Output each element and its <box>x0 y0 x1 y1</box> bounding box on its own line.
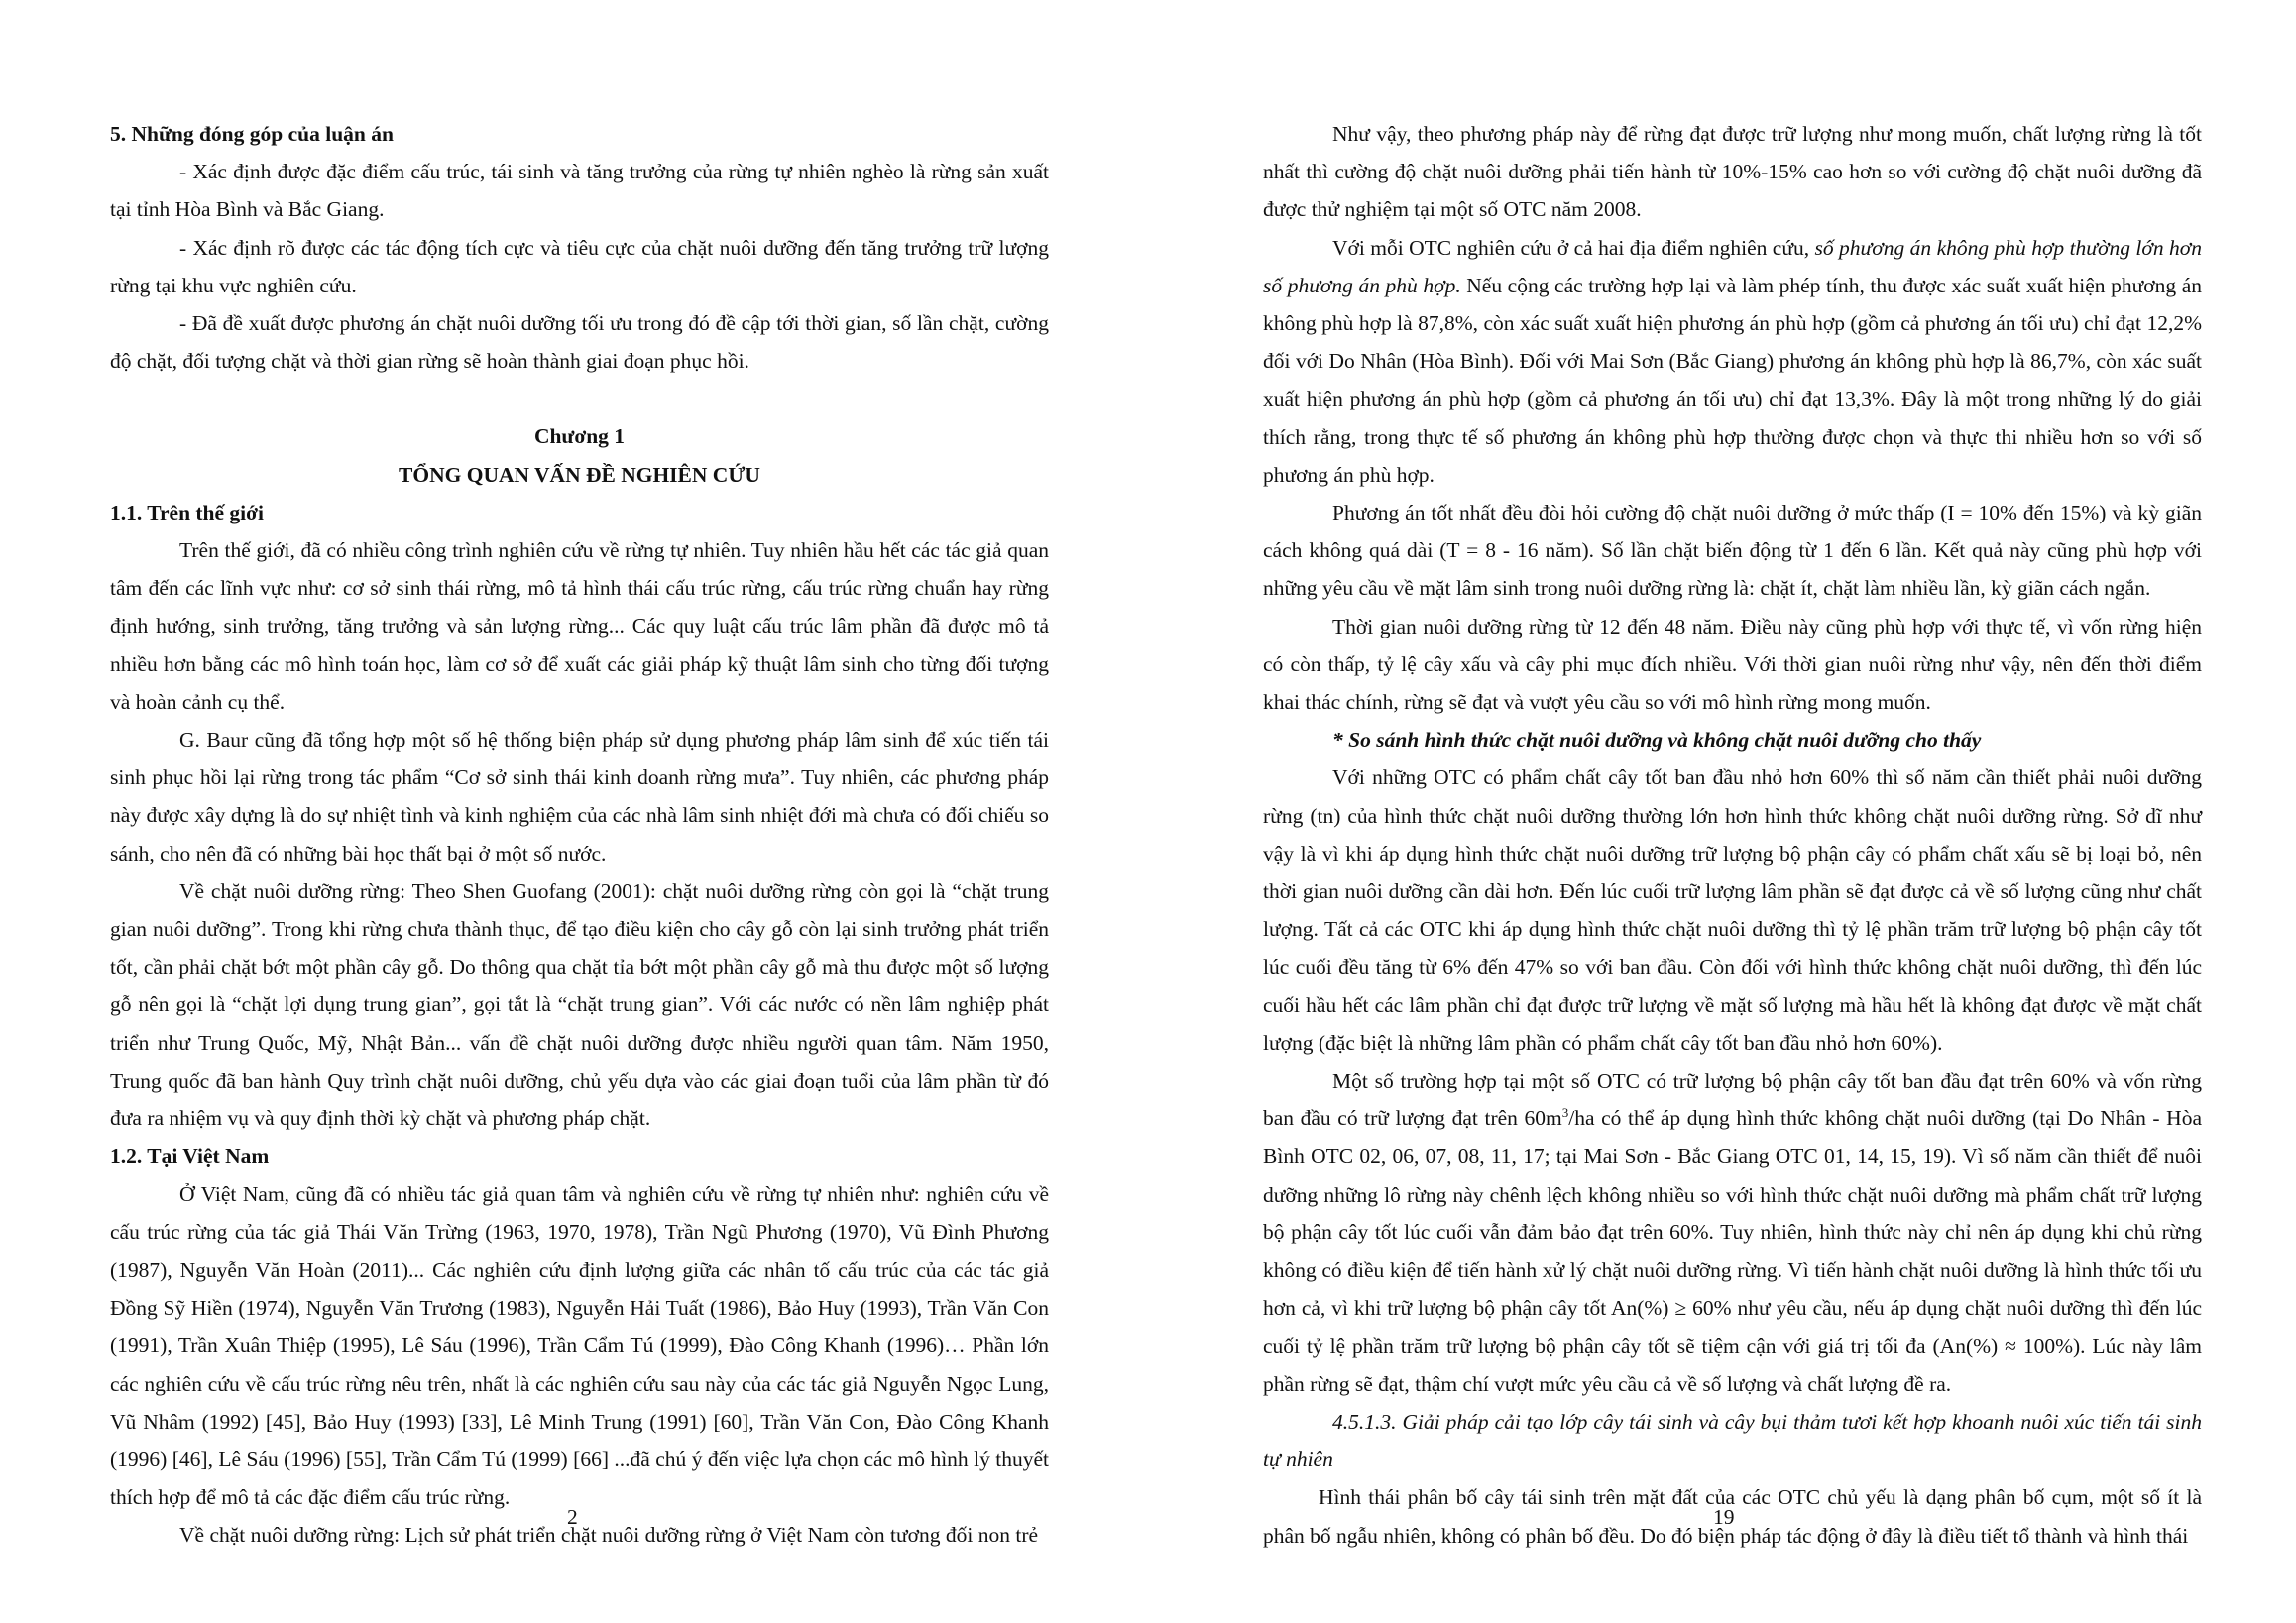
superscript: 3 <box>1561 1105 1569 1121</box>
section-5-heading: 5. Những đóng góp của luận án <box>110 122 394 146</box>
chapter-number: Chương 1 <box>533 424 626 449</box>
page-number-right: 19 <box>1713 1505 1735 1529</box>
subsection-heading: 4.5.1.3. Giải pháp cải tạo lớp cây tái sinh và cây bụi thảm tươi kết hợp khoanh nuôi xúc tiến tái sinh tự nhiên <box>1263 1409 2202 1472</box>
chapter-title: TỔNG QUAN VẤN ĐỀ NGHIÊN CỨU <box>399 462 760 487</box>
paragraph-text: Một số trường hợp tại một số OTC có trữ lượng bộ phận cây tốt ban đầu đạt trên 60% và vốn rừng ban đầu có trữ lượng đạt trên 60m <box>1263 1069 2202 1131</box>
paragraph: Về chặt nuôi dưỡng rừng: Theo Shen Guofang (2001): chặt nuôi dưỡng rừng còn gọi là “chặt trung gian nuôi dưỡng”. Trong khi rừng chưa thành thục, để tạo điều kiện cho cây gỗ còn lại sinh trưởng phát triển tốt, cần phải chặt bớt một phần cây gỗ. Do thông qua chặt tỉa bớt một phần cây gỗ mà thu được một số lượng gỗ nên gọi là “chặt lợi dụng trung gian”, gọi tắt là “chặt trung gian”. Với các nước có nền lâm nghiệp phát triển như Trung Quốc, Mỹ, Nhật Bản... vấn đề chặt nuôi dưỡng được nhiều người quan tâm. Năm 1950, Trung quốc đã ban hành Quy trình chặt nuôi dưỡng, chủ yếu dựa vào các giai đoạn tuổi của lâm phần từ đó đưa ra nhiệm vụ và quy định thời kỳ chặt và phương pháp chặt. <box>110 878 1049 1131</box>
contribution-item: - Xác định rõ được các tác động tích cực và tiêu cực của chặt nuôi dưỡng đến tăng trưởng trữ lượng rừng tại khu vực nghiên cứu. <box>110 235 1049 297</box>
paragraph-text: /ha có thể áp dụng hình thức không chặt nuôi dưỡng (tại Do Nhân - Hòa Bình OTC 02, 06, 07, 08, 11, 17; tại Mai Sơn - Bắc Giang OTC 01, 14, 15, 19). Vì số năm cần thiết để nuôi dưỡng những lô rừng này chênh lệch không nhiều so với hình thức chặt nuôi dưỡng mà phẩm chất trữ lượng bộ phận cây tốt lúc cuối vẫn đảm bảo đạt trên 60%. Tuy nhiên, hình thức này chỉ nên áp dụng khi chủ rừng không có điều kiện để tiến hành xử lý chặt nuôi dưỡng rừng. Vì tiến hành chặt nuôi dưỡng là hình thức tối ưu hơn cả, vì khi trữ lượng bộ phận cây tốt An(%) ≥ 60% như yêu cầu, nếu áp dụng chặt nuôi dưỡng thì đến lúc cuối tỷ lệ phần trăm trữ lượng bộ phận cây tốt sẽ tiệm cận với giá trị tối đa (An(%) ≈ 100%). Lúc này lâm phần rừng sẽ đạt, thậm chí vượt mức yêu cầu cả về số lượng và chất lượng đề ra. <box>1263 1106 2203 1396</box>
contribution-item: - Xác định được đặc điểm cấu trúc, tái sinh và tăng trưởng của rừng tự nhiên nghèo là rừng sản xuất tại tỉnh Hòa Bình và Bắc Giang. <box>110 160 1049 222</box>
paragraph: G. Baur cũng đã tổng hợp một số hệ thống biện pháp sử dụng phương pháp lâm sinh để xúc tiến tái sinh phục hồi lại rừng trong tác phẩm “Cơ sở sinh thái kinh doanh rừng mưa”. Tuy nhiên, các phương pháp này được xây dựng là do sự nhiệt tình và kinh nghiệm của các nhà lâm sinh nhiệt đới mà chưa có đối chiếu so sánh, cho nên đã có những bài học thất bại ở một số nước. <box>110 728 1049 866</box>
paragraph: Như vậy, theo phương pháp này để rừng đạt được trữ lượng như mong muốn, chất lượng rừng là tốt nhất thì cường độ chặt nuôi dưỡng phải tiến hành từ 10%-15% cao hơn so với cường độ chặt nuôi dưỡng đã được thử nghiệm tại một số OTC năm 2008. <box>1263 122 2202 222</box>
paragraph-text: Với mỗi OTC nghiên cứu ở cả hai địa điểm nghiên cứu, <box>1332 235 1815 260</box>
comparison-heading: * So sánh hình thức chặt nuôi dưỡng và không chặt nuôi dưỡng cho thấy <box>1332 728 1982 753</box>
section-1-2-heading: 1.2. Tại Việt Nam <box>110 1144 270 1169</box>
right-page <box>1263 115 2202 1555</box>
paragraph: Thời gian nuôi dưỡng rừng từ 12 đến 48 năm. Điều này cũng phù hợp với thực tế, vì vốn rừng hiện có còn thấp, tỷ lệ cây xấu và cây phi mục đích nhiều. Với thời gian nuôi rừng như vậy, nên đến thời điểm khai thác chính, rừng sẽ đạt và vượt yêu cầu so với mô hình rừng mong muốn. <box>1263 614 2202 715</box>
contribution-item: - Đã đề xuất được phương án chặt nuôi dưỡng tối ưu trong đó đề cập tới thời gian, số lần chặt, cường độ chặt, đối tượng chặt và thời gian rừng sẽ hoàn thành giai đoạn phục hồi. <box>110 311 1049 374</box>
left-page <box>110 115 1049 1555</box>
paragraph: Phương án tốt nhất đều đòi hỏi cường độ chặt nuôi dưỡng ở mức thấp (I = 10% đến 15%) và kỳ giãn cách không quá dài (T = 8 - 16 năm). Số lần chặt biến động từ 1 đến 6 lần. Kết quả này cũng phù hợp với những yêu cầu về mặt lâm sinh trong nuôi dưỡng rừng là: chặt ít, chặt làm nhiều lần, kỳ giãn cách ngắn. <box>1263 501 2202 601</box>
paragraph: Trên thế giới, đã có nhiều công trình nghiên cứu về rừng tự nhiên. Tuy nhiên hầu hết các tác giả quan tâm đến các lĩnh vực như: cơ sở sinh thái rừng, mô tả hình thái cấu trúc rừng, cấu trúc rừng chuẩn hay rừng định hướng, sinh trưởng, tăng trưởng và sản lượng rừng... Các quy luật cấu trúc lâm phần đã được mô tả nhiều hơn bằng các mô hình toán học, làm cơ sở để xuất các giải pháp kỹ thuật lâm sinh cho từng đối tượng và hoàn cảnh cụ thể. <box>110 538 1049 714</box>
italic-emphasis: số phương án không phù hợp thường lớn hơn số phương án phù hợp. <box>1263 235 2202 297</box>
paragraph: Ở Việt Nam, cũng đã có nhiều tác giả quan tâm và nghiên cứu về rừng tự nhiên như: nghiên cứu về cấu trúc rừng của tác giả Thái Văn Trừng (1963, 1970, 1978), Trần Ngũ Phương (1970), Vũ Đình Phương (1987), Nguyễn Văn Hoàn (2011)... Các nghiên cứu định lượng giữa các nhân tố cấu trúc của các tác giả Đồng Sỹ Hiền (1974), Nguyễn Văn Trương (1983), Nguyễn Hải Tuất (1986), Bảo Huy (1993), Trần Văn Con (1991), Trần Xuân Thiệp (1995), Lê Sáu (1996), Trần Cẩm Tú (1999), Đào Công Khanh (1996)… Phần lớn các nghiên cứu về cấu trúc rừng nêu trên, nhất là các nghiên cứu sau này của các tác giả Nguyễn Ngọc Lung, Vũ Nhâm (1992) [45], Bảo Huy (1993) [33], Lê Minh Trung (1991) [60], Trần Văn Con, Đào Công Khanh (1996) [46], Lê Sáu (1996) [55], Trần Cẩm Tú (1999) [66] ...đã chú ý đến việc lựa chọn các mô hình lý thuyết thích hợp để mô tả các đặc điểm cấu trúc rừng. <box>110 1182 1049 1510</box>
page-number-left: 2 <box>567 1505 578 1529</box>
paragraph: Về chặt nuôi dưỡng rừng: Lịch sử phát triển chặt nuôi dưỡng rừng ở Việt Nam còn tương đối non trẻ <box>179 1523 1039 1548</box>
section-1-1-heading: 1.1. Trên thế giới <box>110 500 265 524</box>
paragraph: Hình thái phân bố cây tái sinh trên mặt đất của các OTC chủ yếu là dạng phân bố cụm, một số ít là phân bố ngẫu nhiên, không có phân bố đều. Do đó biện pháp tác động ở đây là điều tiết tổ thành và hình thái <box>1263 1485 2202 1548</box>
paragraph <box>1263 1062 2202 1403</box>
paragraph <box>1263 229 2202 494</box>
paragraph-text: Nếu cộng các trường hợp lại và làm phép tính, thu được xác suất xuất hiện phương án không phù hợp là 87,8%, còn xác suất xuất hiện phương án phù hợp (gồm cả phương án tối ưu) chỉ đạt 12,2% đối với Do Nhân (Hòa Bình). Đối với Mai Sơn (Bắc Giang) phương án không phù hợp là 86,7%, còn xác suất xuất hiện phương án phù hợp (gồm cả phương án tối ưu) chỉ đạt 13,3%. Đây là một trong những lý do giải thích rằng, trong thực tế số phương án không phù hợp thường được chọn và thực thi nhiều hơn so với số phương án phù hợp. <box>1263 273 2202 487</box>
paragraph: Với những OTC có phẩm chất cây tốt ban đầu nhỏ hơn 60% thì số năm cần thiết phải nuôi dưỡng rừng (tn) của hình thức chặt nuôi dưỡng thường lớn hơn hình thức không chặt nuôi dưỡng rừng. Sở dĩ như vậy là vì khi áp dụng hình thức chặt nuôi dưỡng trữ lượng bộ phận cây có phẩm chất xấu sẽ bị loại bỏ, nên thời gian nuôi dưỡng cần dài hơn. Đến lúc cuối trữ lượng lâm phần sẽ đạt được cả về số lượng cũng như chất lượng. Tất cả các OTC khi áp dụng hình thức chặt nuôi dưỡng thì tỷ lệ phần trăm trữ lượng bộ phận cây tốt lúc cuối đều tăng từ 6% đến 47% so với ban đầu. Còn đối với hình thức không chặt nuôi dưỡng, thì đến lúc cuối hầu hết các lâm phần chỉ đạt được trữ lượng về mặt số lượng mà hầu hết là không đạt được về mặt chất lượng (đặc biệt là những lâm phần có phẩm chất cây tốt ban đầu nhỏ hơn 60%). <box>1263 765 2202 1055</box>
